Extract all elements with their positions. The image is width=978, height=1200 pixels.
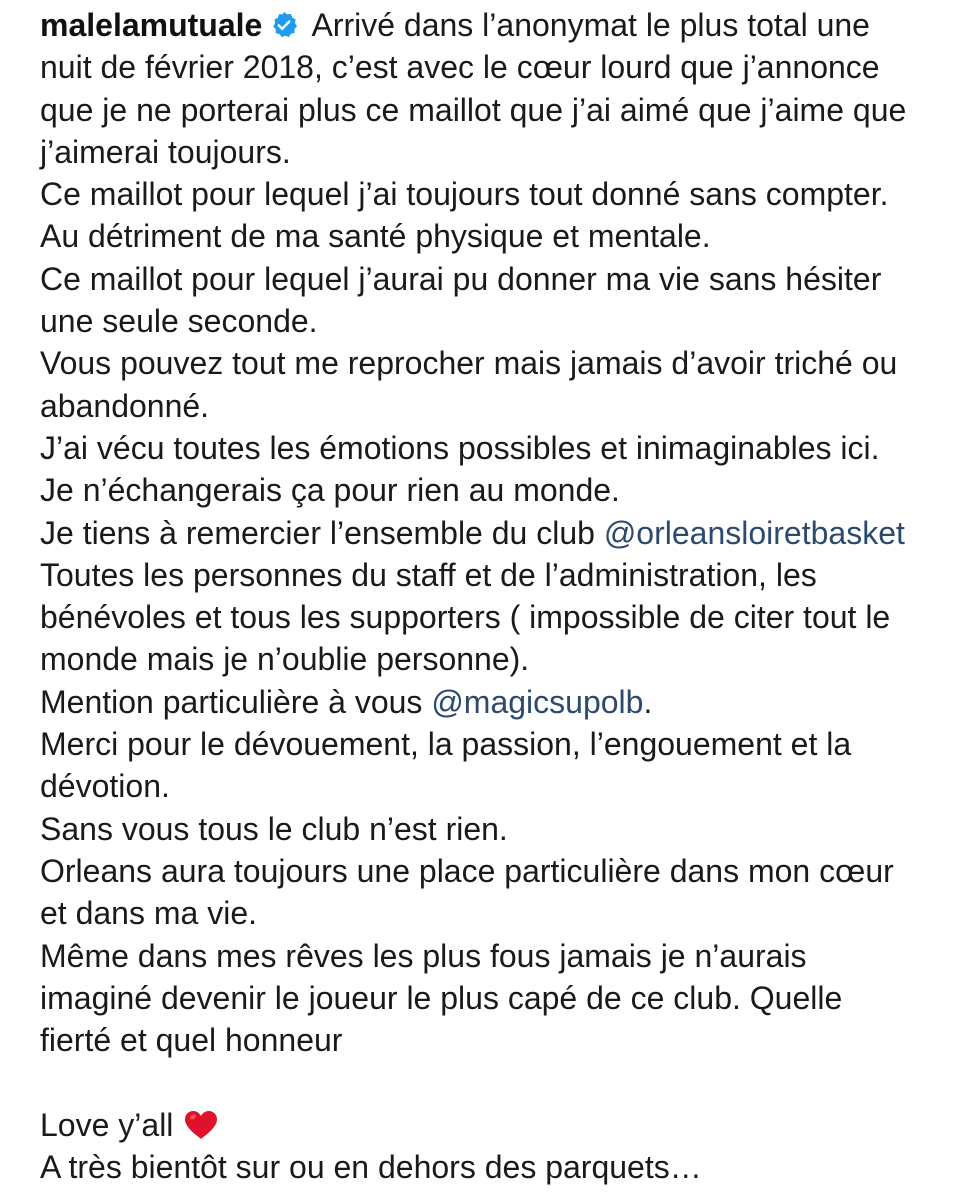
caption-first-line [40, 4, 950, 46]
caption-line: fierté et quel honneur [40, 1022, 343, 1059]
caption-line: Ce maillot pour lequel j’aurai pu donner ma vie sans hésiter [40, 260, 882, 297]
caption-line: J’ai vécu toutes les émotions possibles et inimaginables ici. [40, 429, 880, 466]
caption-line: imaginé devenir le joueur le plus capé de ce club. Quelle [40, 979, 843, 1016]
caption-text: . [643, 683, 653, 720]
caption-line: Ce maillot pour lequel j’ai toujours tout donné sans compter. [40, 176, 889, 213]
verified-badge-icon [270, 7, 298, 35]
caption-line: Sans vous tous le club n’est rien. [40, 810, 508, 847]
caption-text: Arrivé dans l’anonymat le plus total une [304, 7, 870, 43]
caption-text: Mention particulière à vous [40, 683, 432, 720]
caption-line: Je n’échangerais ça pour rien au monde. [40, 472, 620, 509]
caption-line: abandonné. [40, 387, 210, 424]
caption-line: Orleans aura toujours une place particulière dans mon cœur [40, 852, 894, 889]
caption-line: que je ne porterai plus ce maillot que j’ai aimé que j’aime que [40, 91, 907, 128]
caption-club-line [40, 512, 950, 554]
caption-line: Au détriment de ma santé physique et mentale. [40, 218, 711, 255]
username-link[interactable]: malelamutuale [40, 7, 263, 43]
caption-text: Love y’all [40, 1106, 183, 1143]
caption-text: Je tiens à remercier l’ensemble du club [40, 514, 604, 551]
caption-supporters-line [40, 681, 950, 723]
caption-line: j’aimerai toujours. [40, 133, 291, 170]
caption-line: Merci pour le dévouement, la passion, l’engouement et la [40, 726, 852, 763]
caption-love-line [40, 1104, 950, 1146]
red-heart-icon [184, 1108, 218, 1138]
caption-line: bénévoles et tous les supporters ( impossible de citer tout le [40, 599, 891, 636]
caption-line: Vous pouvez tout me reprocher mais jamais d’avoir triché ou [40, 345, 898, 382]
caption-line: une seule seconde. [40, 303, 318, 340]
caption-line: et dans ma vie. [40, 895, 257, 932]
caption-line: Même dans mes rêves les plus fous jamais je n’aurais [40, 937, 807, 974]
caption-line: monde mais je n’oublie personne). [40, 641, 530, 678]
caption-line: Toutes les personnes du staff et de l’administration, les [40, 556, 817, 593]
caption-line: dévotion. [40, 768, 170, 805]
supporters-mention-link[interactable]: @magicsupolb [431, 683, 644, 720]
caption-blank-line [40, 1061, 950, 1103]
caption-line: nuit de février 2018, c’est avec le cœur lourd que j’annonce [40, 49, 880, 86]
post-caption [40, 4, 950, 1188]
caption-line: A très bientôt sur ou en dehors des parquets… [40, 1149, 702, 1186]
club-mention-link[interactable]: @orleansloiretbasket [603, 514, 905, 551]
